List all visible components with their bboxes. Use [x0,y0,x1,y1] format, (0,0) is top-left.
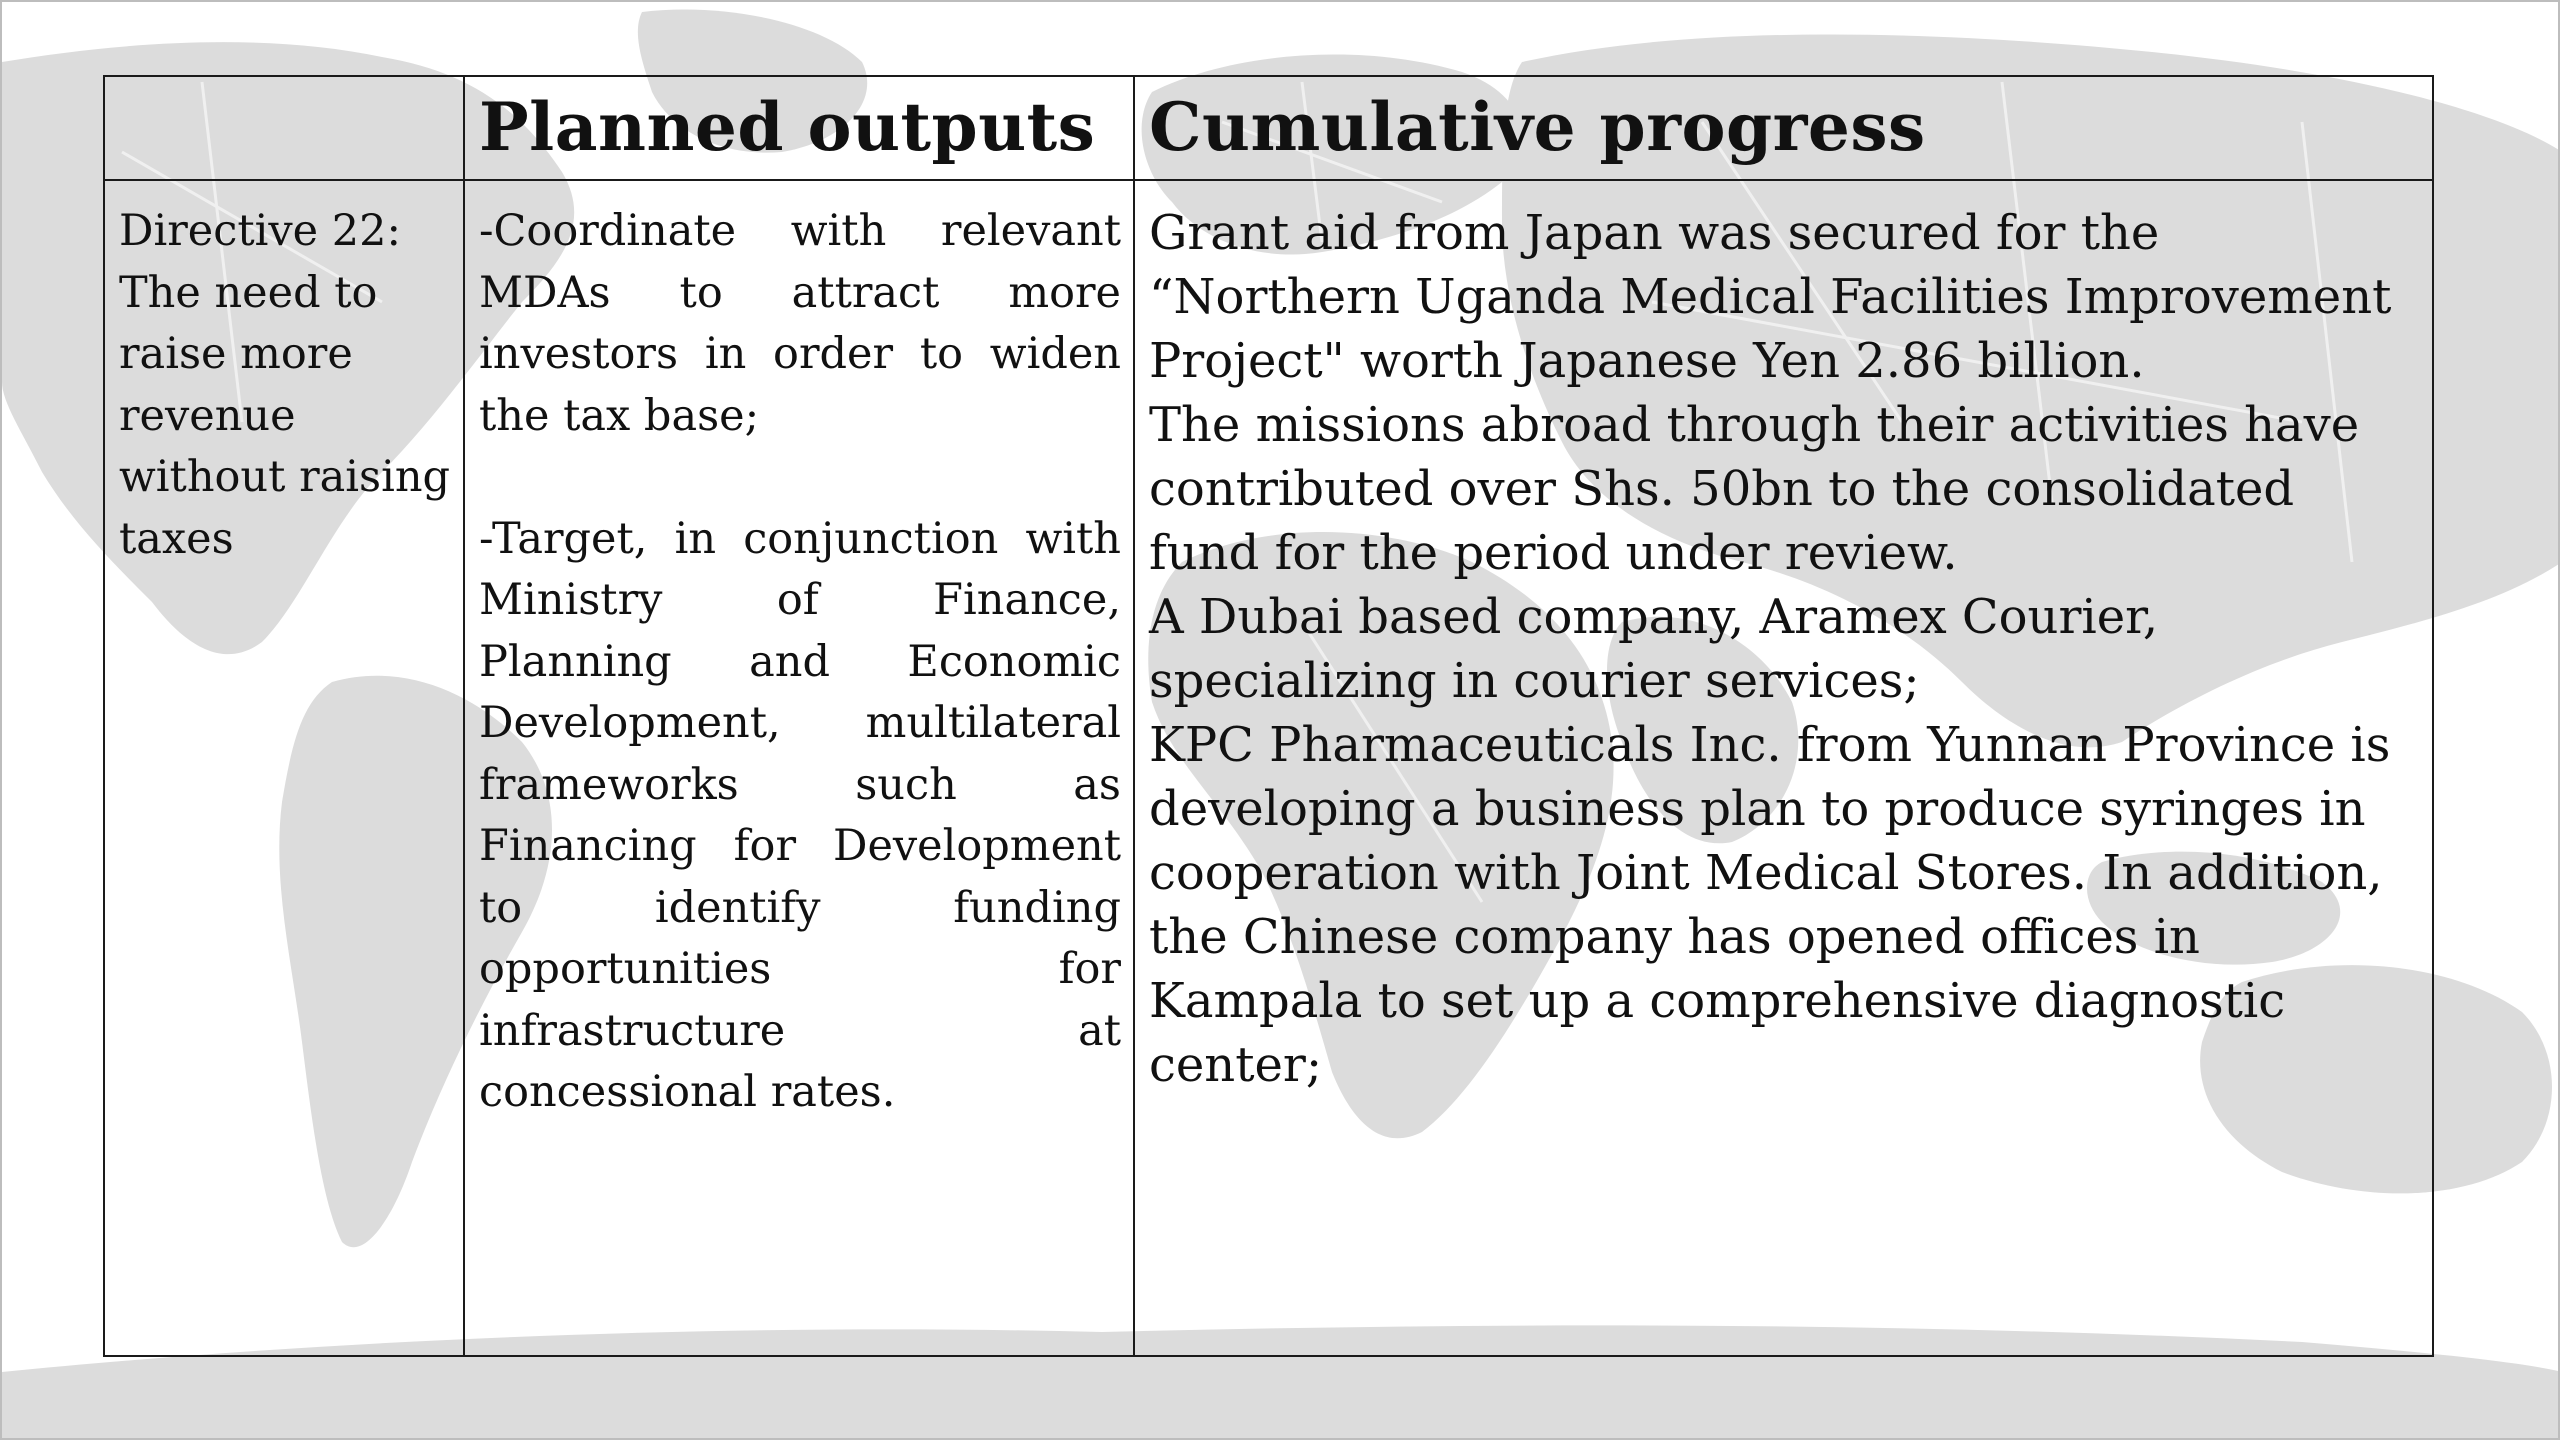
progress-item: A Dubai based company, Aramex Courier, specializing in courier services; [1149,589,2159,709]
progress-item: Grant aid from Japan was secured for the “Northern Uganda Medical Facilities Improvement Project" worth Japanese Yen 2.86 billion. [1149,205,2392,389]
directives-table [103,75,2434,1357]
header-planned-outputs: Planned outputs [464,76,1134,180]
progress-cell [1134,180,2433,1356]
table-row [104,180,2433,1356]
header-cumulative-progress: Cumulative progress [1134,76,2433,180]
progress-item: KPC Pharmaceuticals Inc. from Yunnan Province is developing a business plan to produce syringes in cooperation with Joint Medical Stores. In addition, the Chinese company has opened offices in Kampala to set up a comprehensive diagnostic center; [1149,717,2391,1093]
header-empty-cell [104,76,464,180]
planned-output-item: -Target, in conjunction with Ministry of Finance, Planning and Economic Development, multilateral frameworks such as Financing for Development to identify funding opportunities for infrastructure at concessional rates. [479,513,1121,1117]
header-row [104,76,2433,180]
planned-outputs-cell [464,180,1134,1356]
planned-output-item: -Coordinate with relevant MDAs to attract more investors in order to widen the tax base; [479,206,1121,441]
directive-cell: Directive 22: The need to raise more revenue without raising taxes [104,180,464,1356]
progress-item: The missions abroad through their activities have contributed over Shs. 50bn to the consolidated fund for the period under review. [1149,397,2360,581]
